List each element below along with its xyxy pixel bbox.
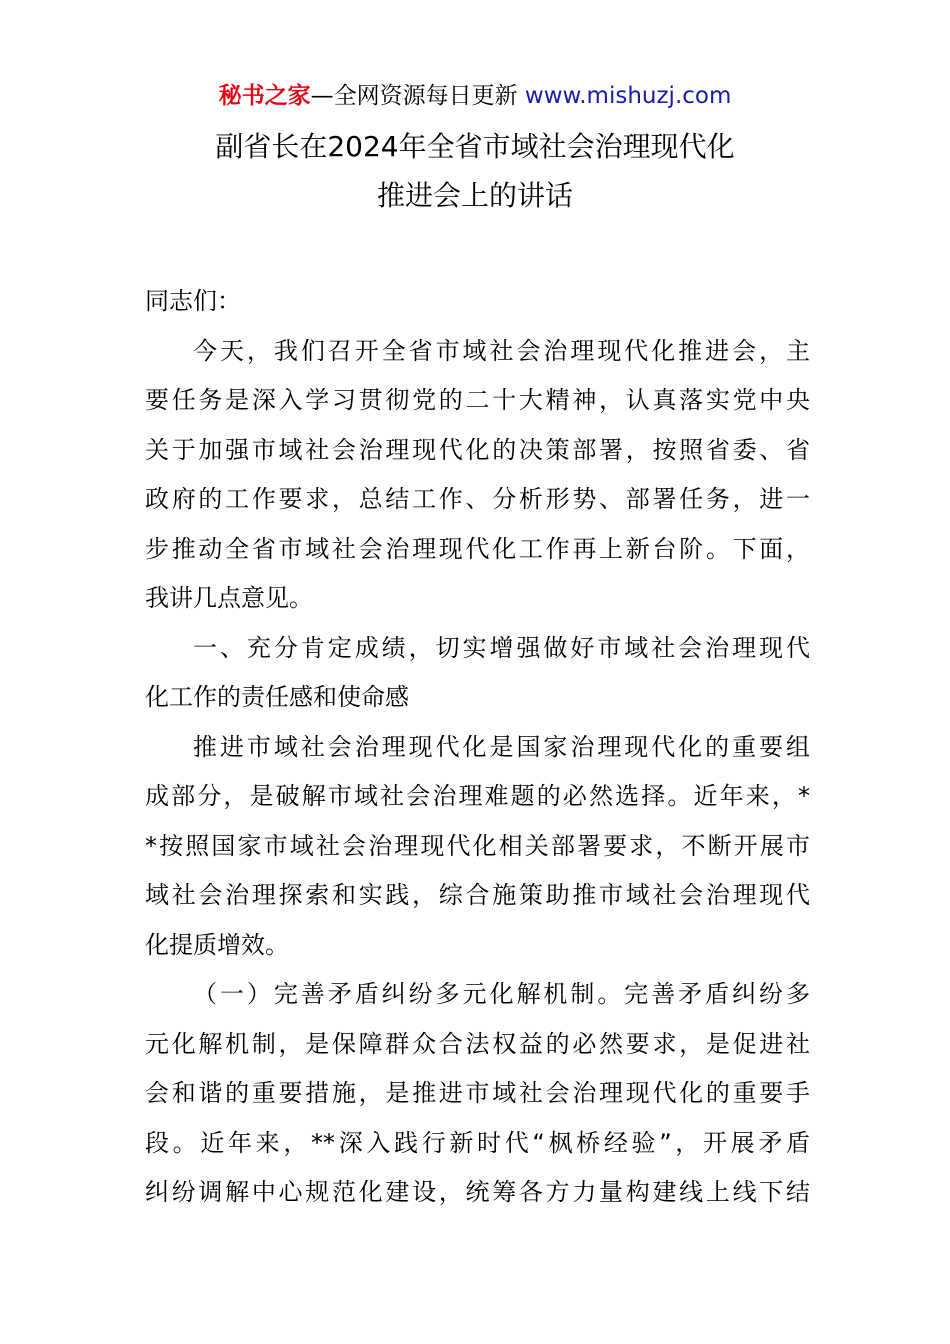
body-line: 成部分，是破解市域社会治理难题的必然选择。近年来，* <box>145 782 810 810</box>
body-line: 纠纷调解中心规范化建设，统筹各方力量构建线上线下结 <box>145 1178 810 1206</box>
body-line: 元化解机制，是保障群众合法权益的必然要求，是促进社 <box>145 1029 810 1058</box>
body-line: 我讲几点意见。 <box>145 584 313 612</box>
header-tagline: —全网资源每日更新 <box>310 83 525 109</box>
body-line: 政府的工作要求，总结工作、分析形势、部署任务，进一 <box>145 485 810 513</box>
salutation: 同志们： <box>145 287 241 315</box>
body-line: 要任务是深入学习贯彻党的二十大精神，认真落实党中央 <box>145 386 810 414</box>
site-url-link[interactable]: www.mishuzj.com <box>524 83 732 109</box>
body-line: 推进市域社会治理现代化是国家治理现代化的重要组 <box>193 732 810 761</box>
subsection-line: （一）完善矛盾纠纷多元化解机制。完善矛盾纠纷多 <box>193 980 810 1008</box>
section-heading-line: 化工作的责任感和使命感 <box>145 683 409 711</box>
body-line: 会和谐的重要措施，是推进市域社会治理现代化的重要手 <box>145 1079 810 1107</box>
section-heading-line: 一、充分肯定成绩，切实增强做好市域社会治理现代 <box>193 633 810 662</box>
document-title-line-1: 副省长在2024年全省市域社会治理现代化 <box>215 130 735 163</box>
body-line: 今天，我们召开全省市域社会治理现代化推进会，主 <box>193 336 810 365</box>
document-body <box>145 277 810 1218</box>
body-line: 关于加强市域社会治理现代化的决策部署，按照省委、省 <box>145 435 810 464</box>
body-line: 段。近年来，**深入践行新时代“枫桥经验”，开展矛盾 <box>145 1128 810 1157</box>
body-line: 化提质增效。 <box>145 930 289 959</box>
brand-name: 秘书之家 <box>218 83 311 109</box>
body-line: 步推动全省市域社会治理现代化工作再上新台阶。下面， <box>145 534 810 563</box>
body-line: *按照国家市域社会治理现代化相关部署要求，不断开展市 <box>145 831 810 860</box>
document-title-line-2: 推进会上的讲话 <box>376 179 573 212</box>
body-line: 域社会治理探索和实践，综合施策助推市域社会治理现代 <box>145 881 810 909</box>
site-header <box>0 80 950 112</box>
